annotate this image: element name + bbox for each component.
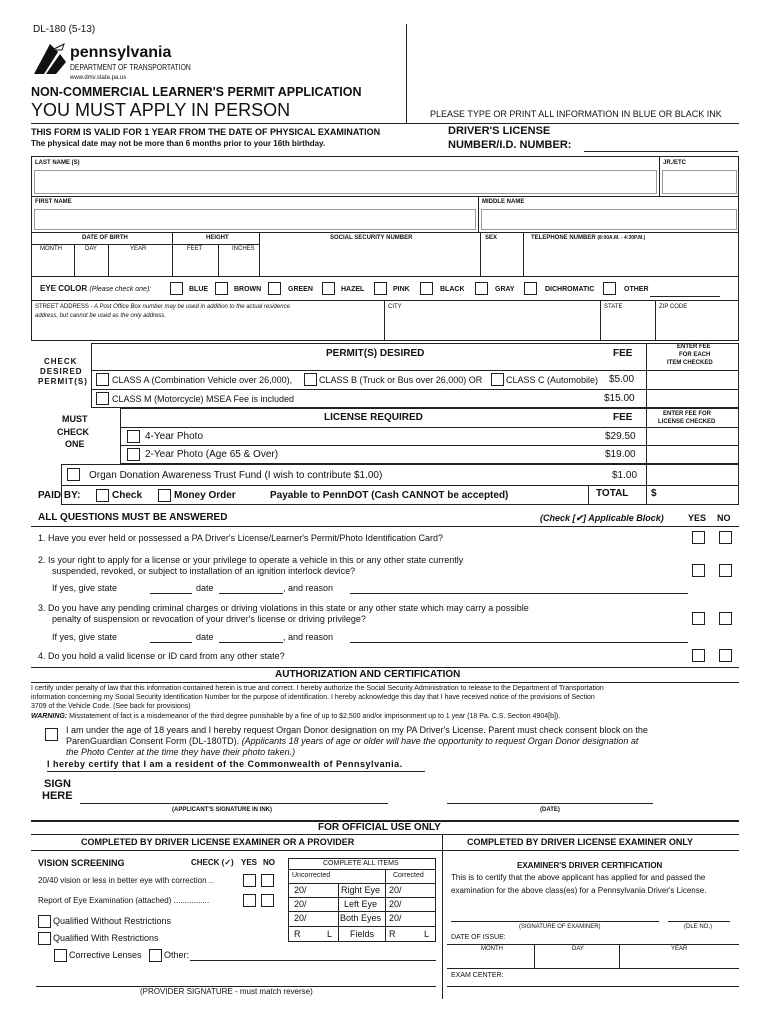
q2-state-input[interactable]: [150, 593, 192, 594]
exam-center-label: EXAM CENTER:: [451, 972, 504, 979]
question-2-line-1: 2. Is your right to apply for a license or your privilege to operate a vehicle in this or any other state currently: [38, 555, 464, 565]
eye-exam-report-label: Report of Eye Examination (attached) ................: [38, 896, 210, 905]
residency-certification: I hereby certify that I am a resident of the Commonwealth of Pennsylvania.: [47, 759, 403, 769]
vision-20-40-label: 20/40 vision or less in better eye with correction ..: [38, 876, 214, 885]
permits-fee-heading: FEE: [613, 348, 633, 359]
total-input[interactable]: [660, 487, 737, 503]
ssn-label: SOCIAL SECURITY NUMBER: [330, 235, 413, 241]
height-label: HEIGHT: [206, 235, 229, 241]
permits-enter-fee-3: ITEM CHECKED: [667, 360, 713, 366]
q2-date-label: date: [196, 583, 214, 593]
class-c-checkbox[interactable]: [491, 373, 504, 386]
corrective-lenses-label: Corrective Lenses: [69, 950, 142, 960]
class-b-checkbox[interactable]: [304, 373, 317, 386]
street-address-note: address, but cannot be used as the only address.: [35, 313, 167, 319]
questions-yes-header: YES: [688, 513, 707, 523]
jr-etc-input[interactable]: [662, 170, 737, 194]
brand-name: pennsylvania: [70, 44, 172, 61]
city-input[interactable]: [387, 315, 598, 339]
qualified-without-checkbox[interactable]: [38, 915, 51, 928]
vision-20-40-no-checkbox[interactable]: [261, 874, 274, 887]
warning-text: WARNING: Misstatement of fact is a misdemeanor of the third degree punishable by a fine of up to $2,500 and/or imprisonment up to 1 year (18 Pa. C.S. Section 4904[b]).: [31, 713, 561, 720]
q2-date-input[interactable]: [219, 593, 283, 594]
paid-money-order-label: Money Order: [174, 490, 236, 501]
validity-note: THIS FORM IS VALID FOR 1 YEAR FROM THE DATE OF PHYSICAL EXAMINATION: [31, 127, 381, 137]
ink-instructions: PLEASE TYPE OR PRINT ALL INFORMATION IN BLUE OR BLACK INK: [430, 109, 722, 119]
license-number-label: DRIVER'S LICENSE: [448, 125, 551, 137]
eye-other-label: OTHER: [624, 286, 649, 293]
eye-exam-no-checkbox[interactable]: [261, 894, 274, 907]
state-input[interactable]: [603, 315, 653, 339]
applicant-signature-label: (APPLICANT'S SIGNATURE IN INK): [172, 807, 272, 813]
license-fee-input-four[interactable]: [649, 429, 737, 443]
questions-heading: ALL QUESTIONS MUST BE ANSWERED: [38, 512, 228, 523]
sign-label: SIGN: [44, 778, 71, 790]
class-m-checkbox[interactable]: [96, 392, 109, 405]
certification-text-2: information concerning my Social Security Identification Number for the purpose of identification. I hereby acknowledge this day that I have received notice of the provisions of Section: [31, 694, 595, 701]
question-4: 4. Do you hold a valid license or ID card from any other state?: [38, 651, 285, 661]
organ-donor-text-3: the Photo Center at the time they have their photo taken.): [66, 747, 296, 757]
license-heading: LICENSE REQUIRED: [324, 412, 423, 423]
qualified-with-label: Qualified With Restrictions: [53, 933, 159, 943]
q4-no-checkbox[interactable]: [719, 649, 732, 662]
ssn-input[interactable]: [263, 245, 477, 274]
height-feet-label: FEET: [187, 246, 203, 252]
total-label: TOTAL: [596, 488, 629, 499]
class-m-label: CLASS M (Motorcycle) MSEA Fee is included: [112, 394, 295, 404]
fee-class-abc: $5.00: [609, 374, 635, 385]
must-check-label-1: MUST: [62, 414, 88, 424]
issue-month-label: MONTH: [481, 946, 503, 952]
paid-check-checkbox[interactable]: [96, 489, 109, 502]
right-eye-uncorrected: 20/: [294, 885, 307, 895]
fields-label: Fields: [350, 929, 375, 939]
eye-color-label: EYE COLOR (Please check one):: [40, 284, 152, 293]
here-label: HERE: [42, 790, 73, 802]
organ-donor-text-1: I am under the age of 18 years and I hereby request Organ Donor designation on my PA Driver's License. Parent must check consent block on the: [66, 725, 648, 735]
questions-no-header: NO: [717, 513, 731, 523]
organ-fund-label: Organ Donation Awareness Trust Fund (I wish to contribute $1.00): [89, 470, 383, 481]
class-a-checkbox[interactable]: [96, 373, 109, 386]
height-inches-label: INCHES: [232, 246, 255, 252]
dle-number-line[interactable]: [668, 921, 730, 922]
official-right-heading: COMPLETED BY DRIVER LICENSE EXAMINER ONLY: [467, 837, 694, 847]
vision-20-40-yes-checkbox[interactable]: [243, 874, 256, 887]
form-subtitle: YOU MUST APPLY IN PERSON: [31, 100, 291, 120]
fields-corrected-l: L: [424, 929, 430, 939]
left-eye-uncorrected: 20/: [294, 899, 307, 909]
eye-other-checkbox[interactable]: [603, 282, 616, 295]
q2-reason-input[interactable]: [350, 593, 688, 594]
license-fee-input-two[interactable]: [649, 447, 737, 462]
four-year-photo-label: 4-Year Photo: [145, 431, 204, 442]
applicant-signature-line[interactable]: [80, 803, 388, 804]
uncorrected-header: Uncorrected: [292, 872, 331, 879]
q4-yes-checkbox[interactable]: [692, 649, 705, 662]
issue-month-input[interactable]: [450, 954, 532, 967]
signature-date-line[interactable]: [447, 803, 653, 804]
middle-name-input[interactable]: [481, 209, 737, 230]
telephone-label: TELEPHONE NUMBER (8:00A.M. - 4:30P.M.): [531, 235, 646, 241]
eye-gray-checkbox[interactable]: [475, 282, 488, 295]
website: www.dmv.state.pa.us: [70, 75, 127, 81]
eye-brown-checkbox[interactable]: [215, 282, 228, 295]
eye-green-label: GREEN: [288, 286, 313, 293]
class-a-label: CLASS A (Combination Vehicle over 26,000),: [112, 375, 293, 385]
qualified-without-label: Qualified Without Restrictions: [53, 916, 172, 926]
q3-state-input[interactable]: [150, 642, 192, 643]
left-eye-label: Left Eye: [344, 899, 378, 909]
must-check-label-2: CHECK: [57, 427, 90, 437]
both-eyes-uncorrected: 20/: [294, 913, 307, 923]
certification-text-1: I certify under penalty of law that this information contained herein is true and correct. I hereby authorize the Social Security Administration to release to the Department of Transportation: [31, 685, 604, 692]
issue-day-input[interactable]: [537, 954, 617, 967]
permits-enter-fee-1: ENTER FEE: [677, 344, 711, 350]
first-name-input[interactable]: [34, 209, 476, 230]
street-address-input[interactable]: [34, 322, 382, 339]
other-restriction-label: Other:: [164, 950, 190, 960]
eye-dichromatic-checkbox[interactable]: [524, 282, 537, 295]
q3-date-input[interactable]: [219, 642, 283, 643]
fee-two-year: $19.00: [605, 449, 636, 460]
check-permit-label-3: PERMIT(S): [38, 377, 88, 386]
left-eye-corrected: 20/: [389, 899, 402, 909]
check-permit-label-1: CHECK: [44, 357, 78, 366]
paid-by-label: PAID BY:: [38, 490, 81, 501]
permit-fee-input-abc[interactable]: [649, 372, 737, 387]
form-number: DL-180 (5-13): [33, 24, 96, 35]
q2-yes-checkbox[interactable]: [692, 564, 705, 577]
exam-center-input[interactable]: [500, 970, 737, 984]
dob-label: DATE OF BIRTH: [82, 235, 128, 241]
organ-donor-text-2: ParenGuardian Consent Form (DL-180TD). (Applicants 18 years of age or older will have the opportunity to request Organ Donor designation at: [66, 736, 639, 746]
qualified-with-checkbox[interactable]: [38, 932, 51, 945]
q2-if-yes-label: If yes, give state: [52, 583, 118, 593]
provider-signature-label: (PROVIDER SIGNATURE - must match reverse): [140, 987, 313, 996]
eye-gray-label: GRAY: [495, 286, 515, 293]
eye-blue-label: BLUE: [189, 286, 209, 293]
question-3-line-2: penalty of suspension or revocation of your driver's license or driving privilege?: [52, 614, 366, 624]
corrective-lenses-checkbox[interactable]: [54, 949, 67, 962]
other-restriction-checkbox[interactable]: [149, 949, 162, 962]
fields-corrected-r: R: [389, 929, 396, 939]
sex-input[interactable]: [484, 245, 521, 274]
right-eye-label: Right Eye: [341, 885, 381, 895]
question-1: 1. Have you ever held or possessed a PA Driver's License/Learner's Permit/Photo Identification Card?: [38, 533, 443, 543]
eye-exam-yes-checkbox[interactable]: [243, 894, 256, 907]
complete-all-items-label: COMPLETE ALL ITEMS: [323, 860, 399, 867]
issue-year-label: YEAR: [671, 946, 688, 952]
eye-green-checkbox[interactable]: [268, 282, 281, 295]
license-enter-fee-2: LICENSE CHECKED: [658, 419, 716, 425]
date-of-issue-label: DATE OF ISSUE:: [451, 934, 506, 941]
official-left-heading: COMPLETED BY DRIVER LICENSE EXAMINER OR A PROVIDER: [81, 837, 355, 847]
question-2-line-2: suspended, revoked, or subject to installation of an ignition interlock device?: [52, 566, 356, 576]
city-label: CITY: [388, 304, 402, 310]
class-b-label: CLASS B (Truck or Bus over 26,000) OR: [319, 375, 483, 385]
eye-dichromatic-label: DICHROMATIC: [545, 286, 595, 293]
dob-year-label: YEAR: [130, 246, 147, 252]
examiner-certification-heading: EXAMINER'S DRIVER CERTIFICATION: [517, 861, 663, 870]
q3-reason-input[interactable]: [350, 642, 688, 643]
license-number-label-2: NUMBER/I.D. NUMBER:: [448, 139, 572, 151]
corrected-header: Corrected: [393, 872, 424, 879]
jr-etc-label: JR./ETC: [663, 160, 687, 166]
form-title: NON-COMMERCIAL LEARNER'S PERMIT APPLICATION: [31, 85, 362, 99]
permit-fee-input-m[interactable]: [649, 391, 737, 406]
eye-blue-checkbox[interactable]: [170, 282, 183, 295]
q3-yes-checkbox[interactable]: [692, 612, 705, 625]
issue-year-input[interactable]: [622, 954, 737, 967]
dob-month-input[interactable]: [35, 256, 71, 274]
class-c-label: CLASS C (Automobile): [506, 375, 599, 385]
state-label: STATE: [604, 304, 623, 310]
certification-text-3: 3709 of the Vehicle Code. (See back for provisions): [31, 703, 191, 710]
paid-money-order-checkbox[interactable]: [158, 489, 171, 502]
q2-reason-label: , and reason: [283, 583, 334, 593]
license-fee-heading: FEE: [613, 412, 633, 423]
vision-yes-label: YES: [241, 858, 258, 867]
two-year-photo-checkbox[interactable]: [127, 448, 140, 461]
examiner-signature-line[interactable]: [451, 921, 659, 922]
zip-label: ZIP CODE: [659, 304, 688, 310]
signature-date-label: (DATE): [540, 807, 560, 813]
two-year-photo-label: 2-Year Photo (Age 65 & Over): [145, 449, 279, 460]
other-restriction-input[interactable]: [190, 960, 436, 961]
q3-reason-label: , and reason: [283, 632, 334, 642]
certification-heading: AUTHORIZATION AND CERTIFICATION: [275, 669, 461, 680]
both-eyes-corrected: 20/: [389, 913, 402, 923]
question-3-line-1: 3. Do you have any pending criminal charges or driving violations in this state or any other state which may carry a possible: [38, 603, 529, 613]
telephone-input[interactable]: [527, 245, 737, 274]
both-eyes-label: Both Eyes: [340, 913, 382, 923]
permits-enter-fee-2: FOR EACH: [679, 352, 711, 358]
middle-name-label: MIDDLE NAME: [482, 199, 525, 205]
organ-donor-checkbox[interactable]: [45, 728, 58, 741]
eye-pink-checkbox[interactable]: [374, 282, 387, 295]
eye-hazel-checkbox[interactable]: [322, 282, 335, 295]
must-check-label-3: ONE: [65, 439, 85, 449]
q1-no-checkbox[interactable]: [719, 531, 732, 544]
zip-input[interactable]: [658, 315, 737, 339]
questions-check-note: (Check [✔] Applicable Block): [540, 513, 664, 523]
q3-if-yes-label: If yes, give state: [52, 632, 118, 642]
examiner-signature-label: (SIGNATURE OF EXAMINER): [519, 924, 601, 930]
examiner-cert-text-1: This is to certify that the above applicant has applied for and passed the: [451, 873, 706, 882]
q2-no-checkbox[interactable]: [719, 564, 732, 577]
fee-organ: $1.00: [612, 470, 638, 481]
q3-date-label: date: [196, 632, 214, 642]
department-name: DEPARTMENT OF TRANSPORTATION: [70, 63, 191, 72]
vision-no-label: NO: [263, 858, 275, 867]
vision-screening-label: VISION SCREENING: [38, 858, 125, 868]
permits-heading: PERMIT(S) DESIRED: [326, 348, 425, 359]
q1-yes-checkbox[interactable]: [692, 531, 705, 544]
paid-check-label: Check: [112, 490, 143, 501]
dob-day-label: DAY: [85, 246, 97, 252]
eye-other-input[interactable]: [650, 296, 720, 297]
check-permit-label-2: DESIRED: [40, 367, 83, 376]
dle-number-label: (DLE NO.): [684, 924, 713, 930]
examiner-cert-text-2: examination for the above class(es) for a Pennsylvania Driver's License.: [451, 886, 707, 895]
eye-pink-label: PINK: [393, 286, 410, 293]
street-address-label: STREET ADDRESS - A Post Office Box number may be used in addition to the actual residence: [35, 304, 290, 310]
penndot-logo-icon: [32, 40, 68, 76]
dob-month-label: MONTH: [40, 246, 62, 252]
license-enter-fee-1: ENTER FEE FOR: [663, 411, 712, 417]
fields-uncorrected-l: L: [327, 929, 333, 939]
vision-check-label: CHECK (✓): [191, 858, 234, 867]
license-number-field[interactable]: [584, 151, 738, 152]
official-use-heading: FOR OFFICIAL USE ONLY: [318, 822, 441, 833]
q3-no-checkbox[interactable]: [719, 612, 732, 625]
right-eye-corrected: 20/: [389, 885, 402, 895]
fee-class-m: $15.00: [604, 393, 635, 404]
total-dollar-sign: $: [651, 488, 657, 499]
fee-four-year: $29.50: [605, 431, 636, 442]
physical-date-note: The physical date may not be more than 6 months prior to your 16th birthday.: [31, 139, 326, 148]
eye-brown-label: BROWN: [234, 286, 262, 293]
fields-uncorrected-r: R: [294, 929, 301, 939]
first-name-label: FIRST NAME: [35, 199, 72, 205]
issue-day-label: DAY: [572, 946, 584, 952]
four-year-photo-checkbox[interactable]: [127, 430, 140, 443]
sex-label: SEX: [485, 235, 498, 241]
eye-hazel-label: HAZEL: [341, 286, 365, 293]
eye-black-label: BLACK: [440, 286, 465, 293]
payable-note: Payable to PennDOT (Cash CANNOT be accepted): [270, 490, 509, 501]
eye-black-checkbox[interactable]: [420, 282, 433, 295]
last-name-input[interactable]: [34, 170, 657, 194]
last-name-label: LAST NAME (S): [35, 160, 80, 166]
organ-fund-checkbox[interactable]: [67, 468, 80, 481]
